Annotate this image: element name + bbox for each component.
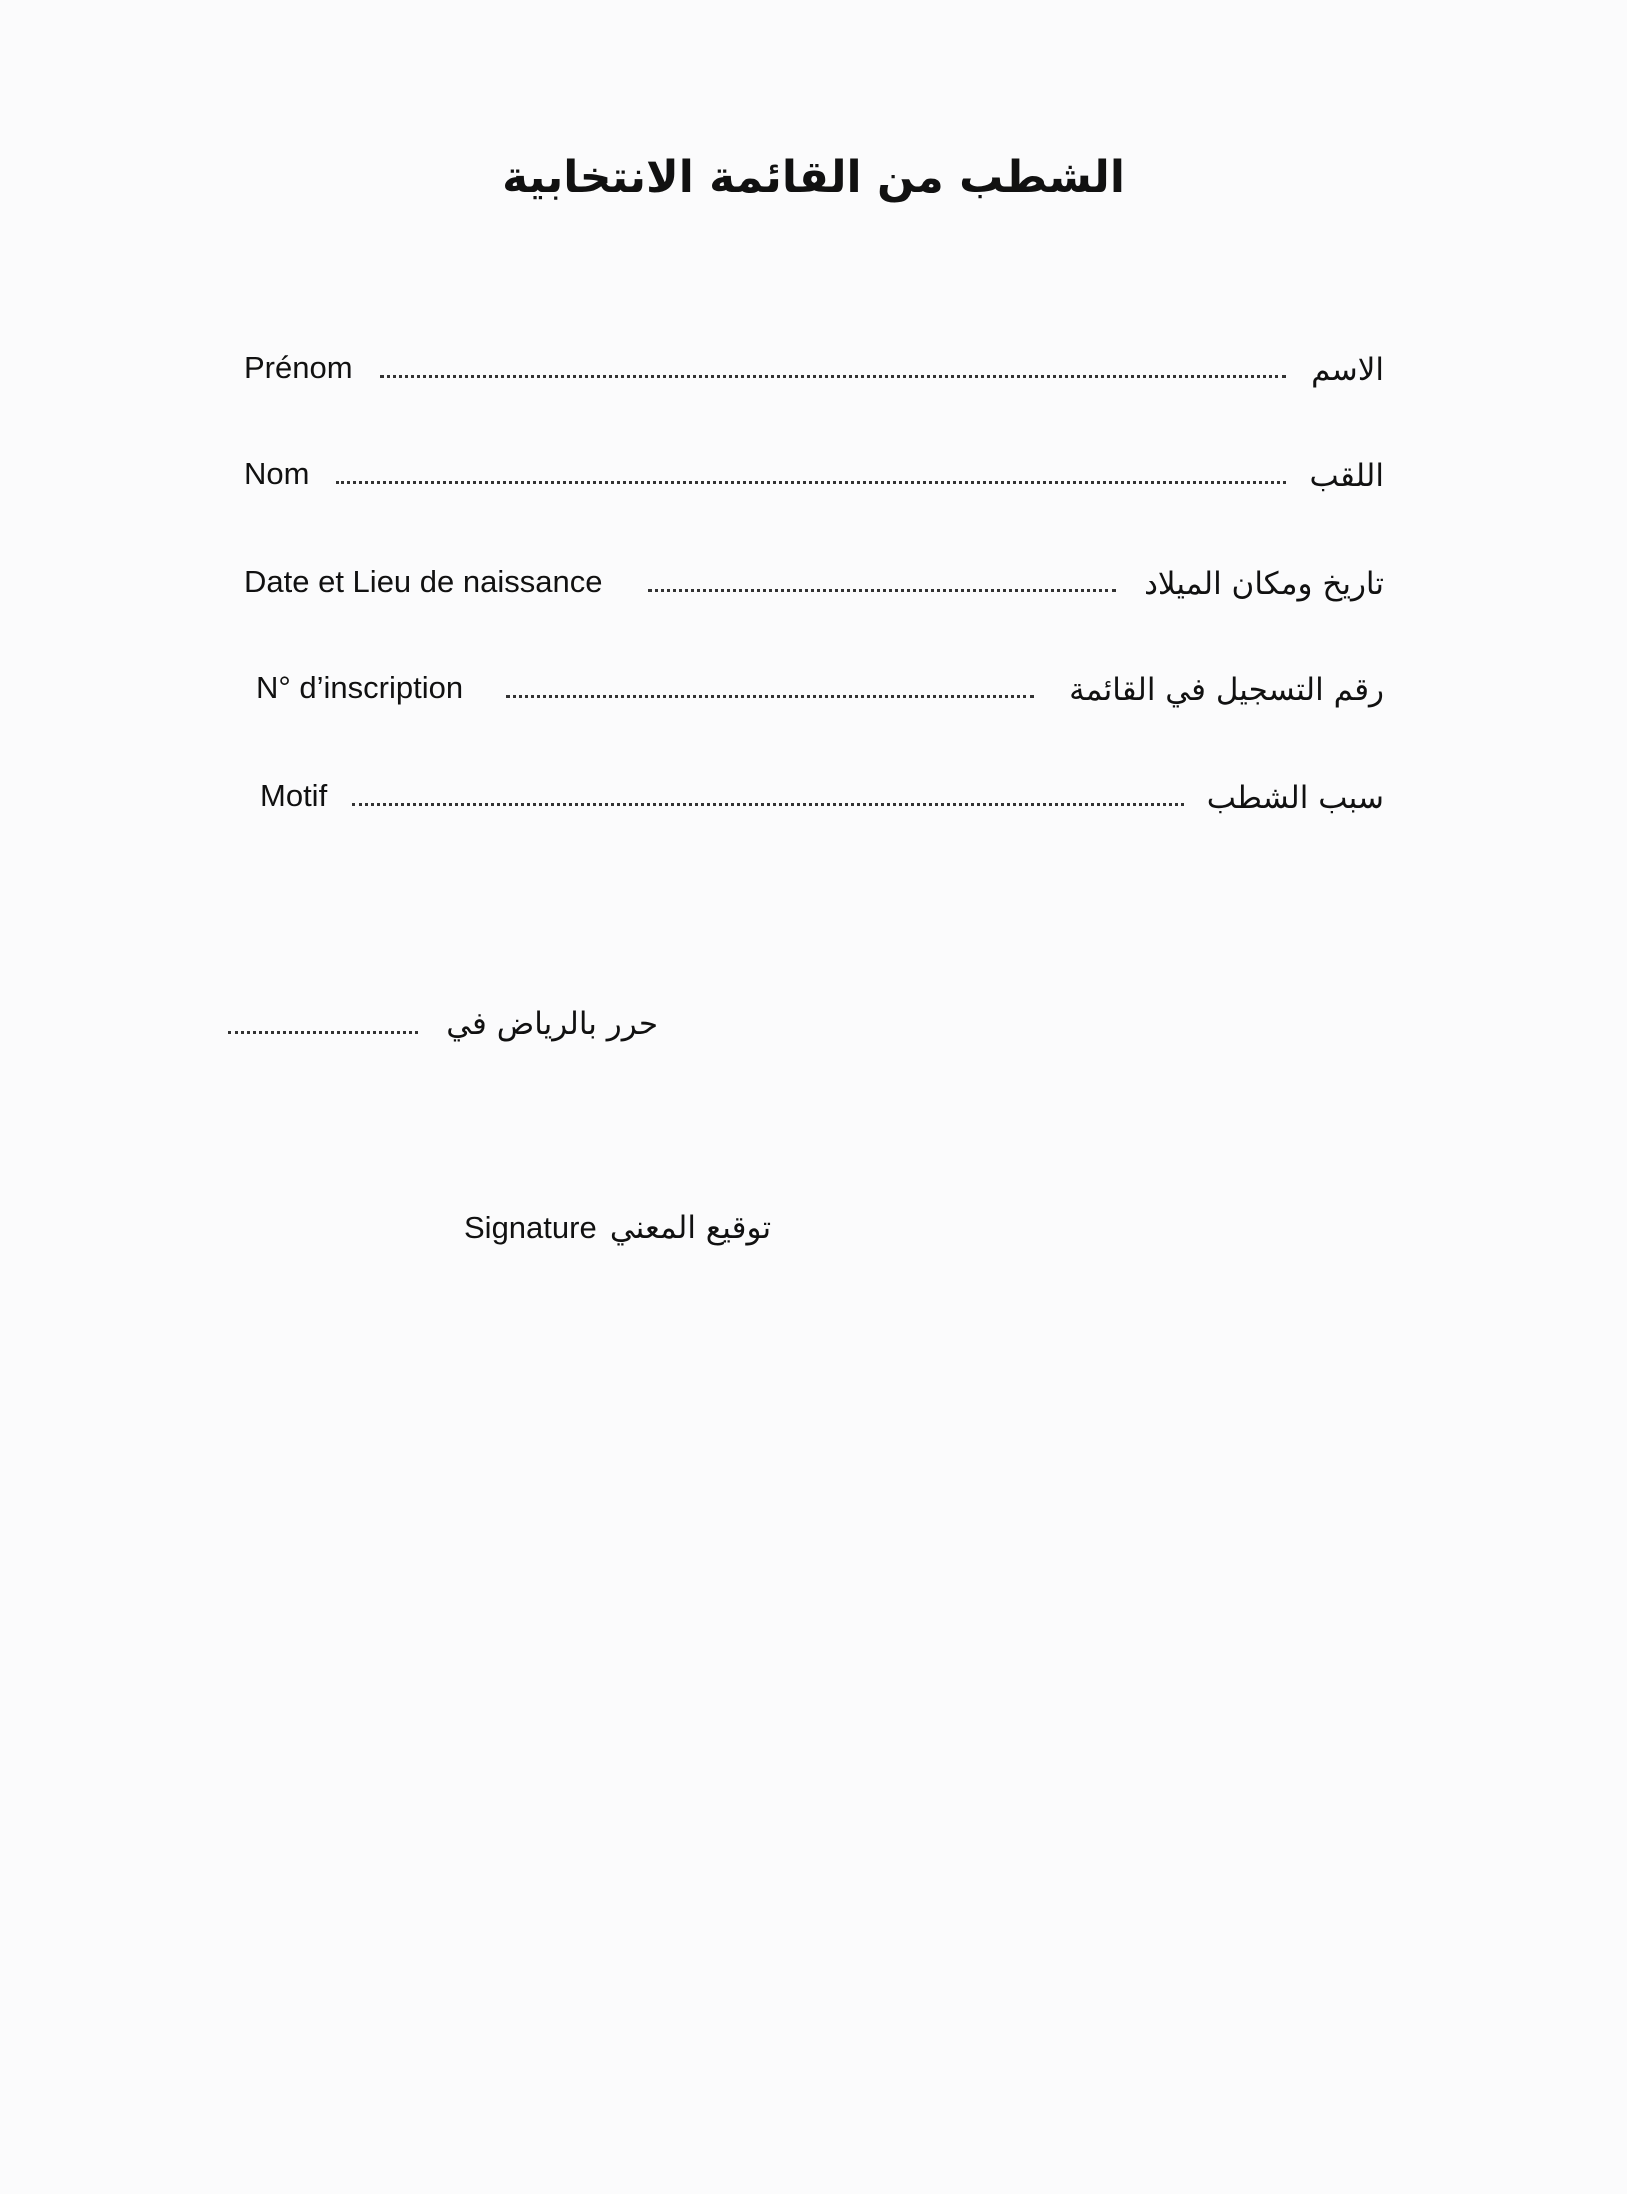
field-reason [244,770,1384,820]
place-date-dotted-line [228,1031,418,1034]
field-registration-number [244,662,1384,712]
field-registration-number-fr-label: N° d’inscription [256,670,464,705]
document-title [0,152,1627,203]
field-first-name-ar-label: الاسم [1311,352,1384,388]
field-last-name-fr-label: Nom [244,456,310,491]
field-first-name-fr-label: Prénom [244,350,353,385]
field-birth-date-place [244,556,1384,606]
place-date-ar-label: حرر بالرياض في [446,1006,658,1042]
field-birth-date-place-dotted-line [648,589,1116,592]
field-last-name-dotted-line [336,481,1286,484]
signature-block [464,1210,771,1260]
field-reason-fr-label: Motif [260,778,328,813]
field-first-name [244,342,1384,392]
field-registration-number-ar-label: رقم التسجيل في القائمة [1069,672,1384,708]
field-last-name [244,448,1384,498]
title-text: الشطب من القائمة الانتخابية [502,152,1125,203]
field-reason-ar-label: سبب الشطب [1206,780,1384,816]
signature-fr-label: Signature [464,1210,597,1245]
field-reason-dotted-line [352,803,1184,806]
field-first-name-dotted-line [380,375,1286,378]
field-registration-number-dotted-line [506,695,1034,698]
signature-ar-label: توقيع المعني [609,1210,772,1246]
place-date-line [228,996,658,1046]
field-last-name-ar-label: اللقب [1309,458,1384,494]
field-birth-date-place-ar-label: تاريخ ومكان الميلاد [1144,566,1384,602]
field-birth-date-place-fr-label: Date et Lieu de naissance [244,564,603,599]
